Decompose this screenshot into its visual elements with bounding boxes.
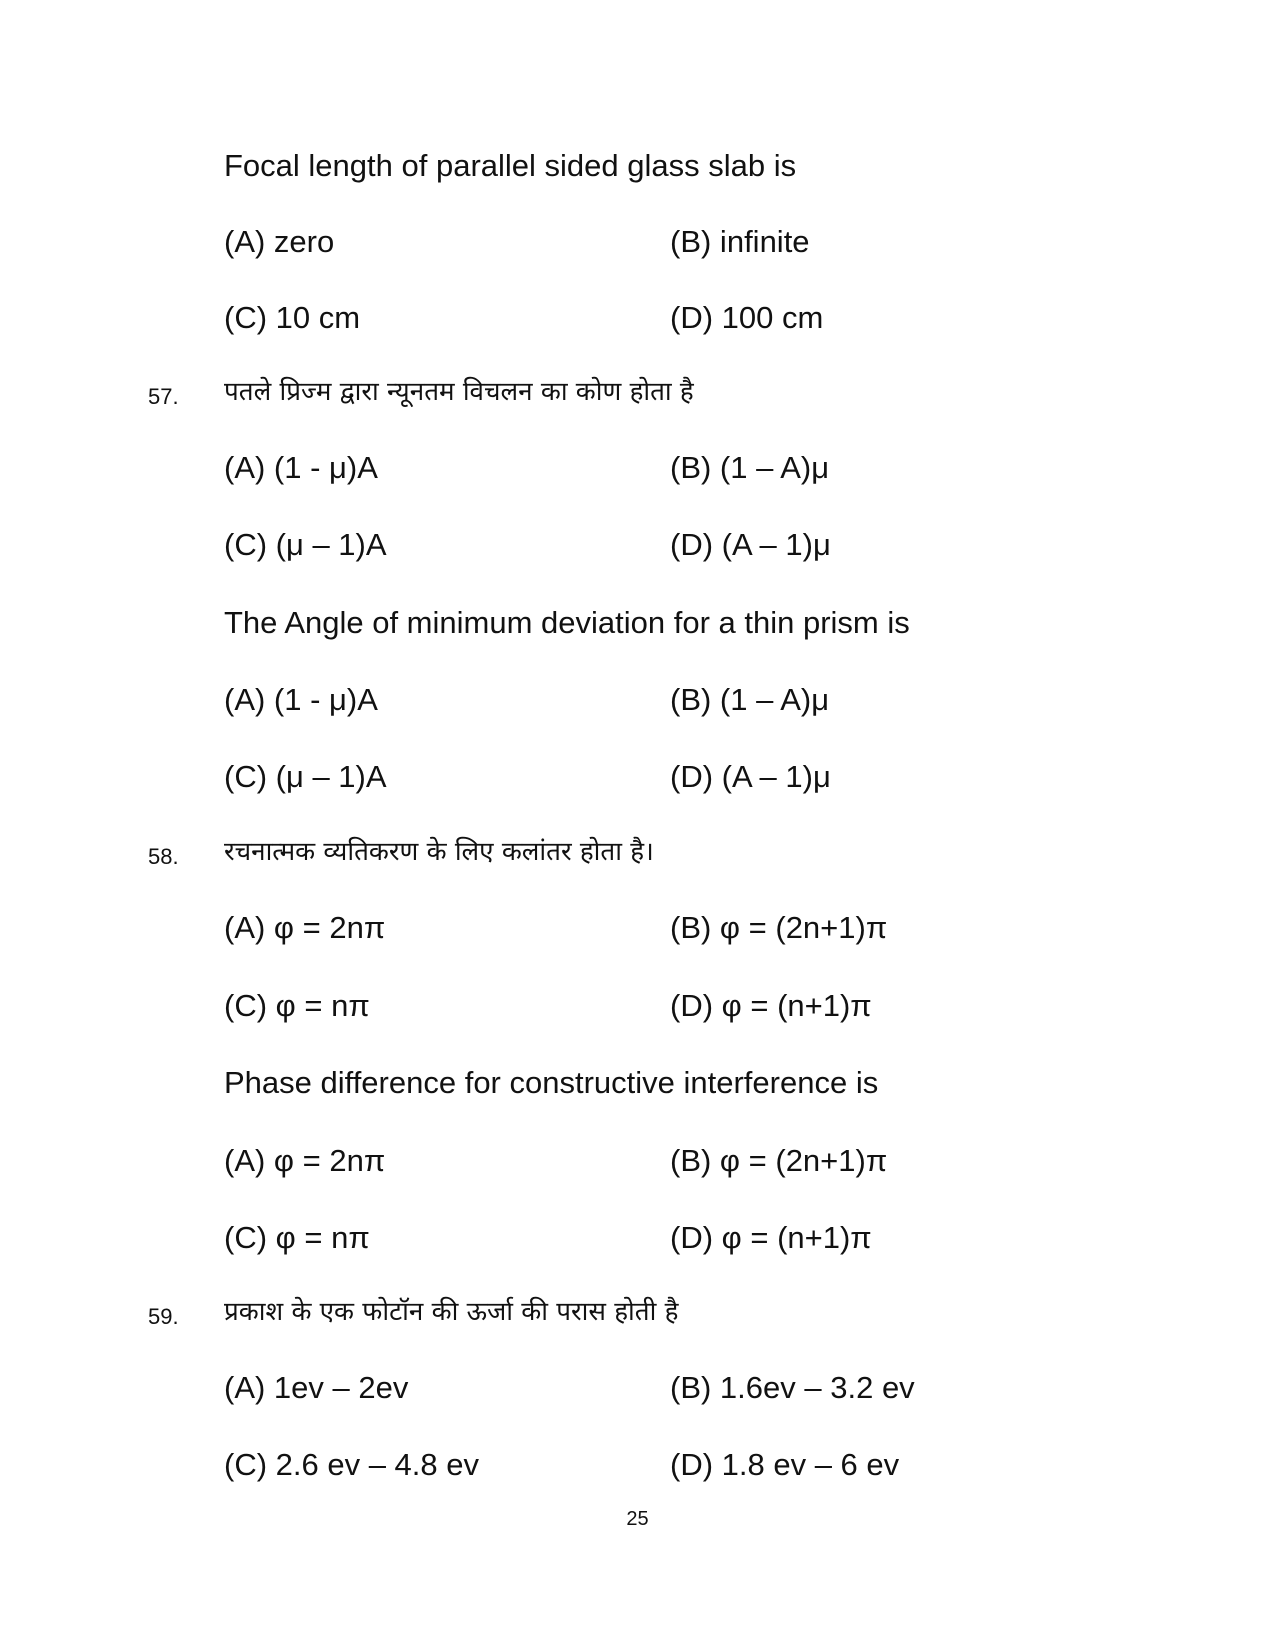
question-59-option-a: (A) 1ev – 2ev	[224, 1370, 409, 1405]
question-58-en-option-a: (A) φ = 2nπ	[224, 1143, 386, 1178]
question-56-text: Focal length of parallel sided glass slab is	[224, 148, 797, 183]
question-58-text-english: Phase difference for constructive interference is	[224, 1065, 879, 1100]
question-57-hi-option-d: (D) (A – 1)μ	[670, 527, 831, 562]
question-59-text-hindi: प्रकाश के एक फोटॉन की ऊर्जा की परास होती है	[224, 1297, 679, 1327]
question-56-option-b: (B) infinite	[670, 224, 810, 259]
question-59-option-d: (D) 1.8 ev – 6 ev	[670, 1447, 900, 1482]
question-57-text-hindi: पतले प्रिज्म द्वारा न्यूनतम विचलन का कोण होता है	[224, 377, 694, 407]
question-59-option-c: (C) 2.6 ev – 4.8 ev	[224, 1447, 480, 1482]
question-58-number: 58.	[148, 844, 179, 869]
question-58-hi-option-b: (B) φ = (2n+1)π	[670, 910, 888, 945]
question-58-hi-option-a: (A) φ = 2nπ	[224, 910, 386, 945]
question-57-en-option-a: (A) (1 - μ)A	[224, 682, 378, 717]
question-56-option-a: (A) zero	[224, 224, 335, 259]
question-58-en-option-b: (B) φ = (2n+1)π	[670, 1143, 888, 1178]
question-57-en-option-b: (B) (1 – A)μ	[670, 682, 830, 717]
question-56-option-c: (C) 10 cm	[224, 300, 361, 335]
page-number: 25	[626, 1508, 649, 1530]
question-58-hi-option-d: (D) φ = (n+1)π	[670, 988, 872, 1023]
question-58-en-option-c: (C) φ = nπ	[224, 1220, 370, 1255]
question-58-text-hindi: रचनात्मक व्यतिकरण के लिए कलांतर होता है।	[224, 837, 654, 867]
question-59-option-b: (B) 1.6ev – 3.2 ev	[670, 1370, 915, 1405]
question-58-en-option-d: (D) φ = (n+1)π	[670, 1220, 872, 1255]
question-56-option-d: (D) 100 cm	[670, 300, 824, 335]
question-57-hi-option-b: (B) (1 – A)μ	[670, 450, 830, 485]
question-57-hi-option-a: (A) (1 - μ)A	[224, 450, 378, 485]
question-57-number: 57.	[148, 384, 179, 409]
question-58-hi-option-c: (C) φ = nπ	[224, 988, 370, 1023]
question-57-hi-option-c: (C) (μ – 1)A	[224, 527, 387, 562]
question-57-text-english: The Angle of minimum deviation for a thin prism is	[224, 605, 910, 640]
question-57-en-option-d: (D) (A – 1)μ	[670, 759, 831, 794]
question-59-number: 59.	[148, 1304, 179, 1329]
question-57-en-option-c: (C) (μ – 1)A	[224, 759, 387, 794]
